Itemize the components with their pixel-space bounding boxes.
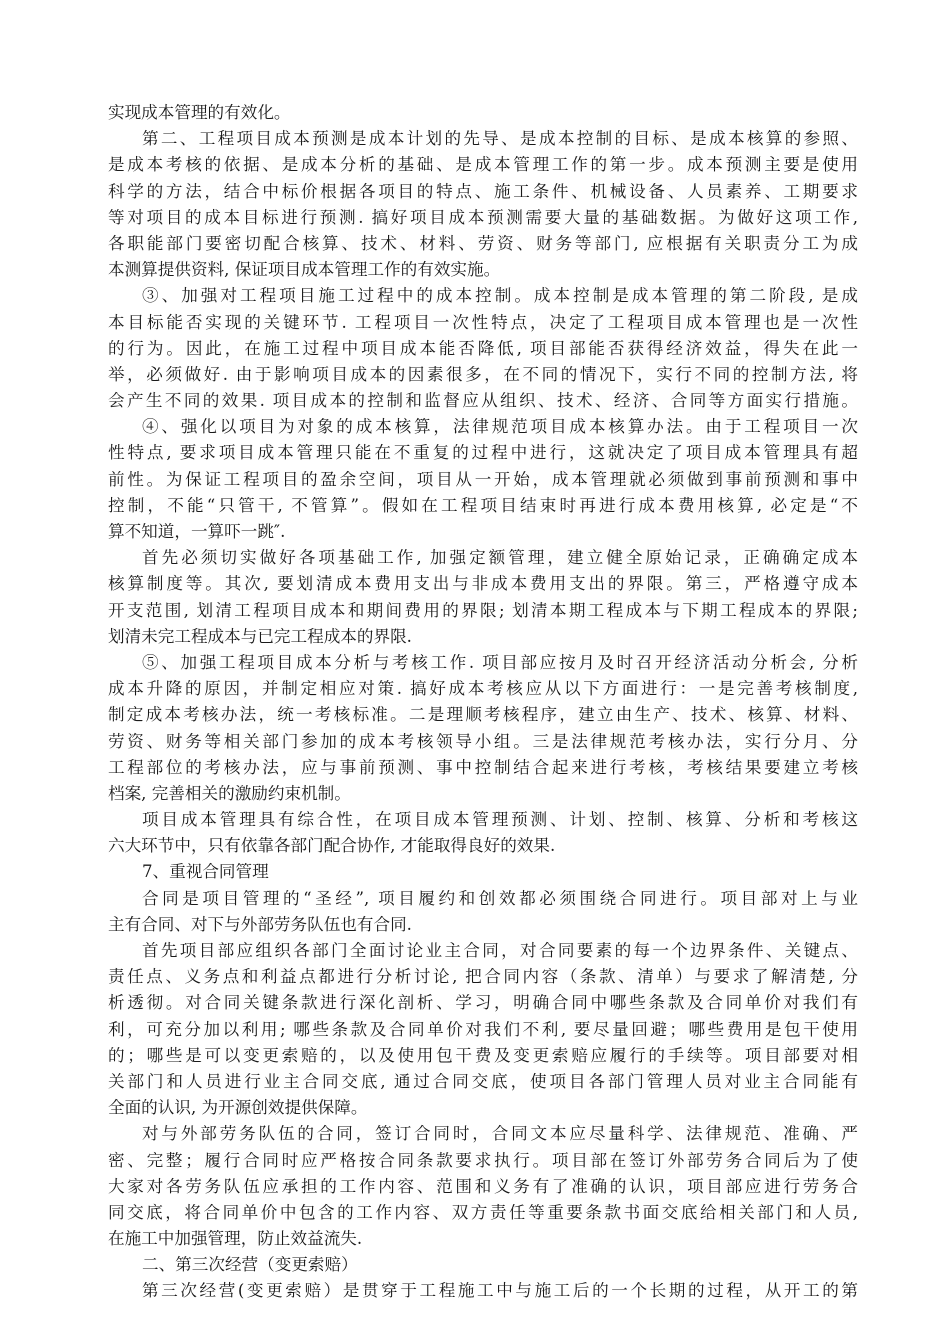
text-line: 各职能部门要密切配合核算、技术、材料、劳资、财务等部门, 应根据有关职责分工为成 xyxy=(108,233,858,253)
text-line: 实现成本管理的有效化。 xyxy=(108,103,291,122)
text-line: 7、重视合同管理 xyxy=(142,862,269,882)
text-line: 会产生不同的效果. 项目成本的控制和监督应从组织、技术、经济、合同等方面实行措施。 xyxy=(108,391,858,411)
text-line: 是成本考核的依据、是成本分析的基础、是成本管理工作的第一步。成本预测主要是使用 xyxy=(108,155,858,175)
text-line: 第三次经营(变更索赔）是贯穿于工程施工中与施工后的一个长期的过程，从开工的第 xyxy=(142,1281,858,1301)
body-text xyxy=(108,100,858,1305)
text-line: 关部门和人员进行业主合同交底, 通过合同交底，使项目各部门管理人员对业主合同能有 xyxy=(108,1071,858,1091)
text-line: 对与外部劳务队伍的合同，签订合同时，合同文本应尽量科学、法律规范、准确、严 xyxy=(142,1124,858,1144)
text-line: 责任点、义务点和利益点都进行分析讨论, 把合同内容（条款、清单）与要求了解清楚, 分 xyxy=(108,967,858,987)
text-line: 六大环节中，只有依靠各部门配合协作, 才能取得良好的效果. xyxy=(108,836,556,856)
text-line: 首先项目部应组织各部门全面讨论业主合同，对合同要素的每一个边界条件、关键点、 xyxy=(142,941,858,960)
text-line: ⑤、加强工程项目成本分析与考核工作. 项目部应按月及时召开经济活动分析会, 分析 xyxy=(142,652,858,672)
text-line: 在施工中加强管理，防止效益流失. xyxy=(108,1229,363,1249)
text-line: 密、完整；履行合同时应严格按合同条款要求执行。项目部在签订外部劳务合同后为了使 xyxy=(108,1150,858,1170)
text-line: 举，必须做好. 由于影响项目成本的因素很多，在不同的情况下，实行不同的控制方法, 将 xyxy=(108,364,858,384)
text-line: 析透彻。对合同关键条款进行深化剖析、学习，明确合同中哪些条款及合同单价对我们有 xyxy=(108,993,858,1013)
text-line: 性特点, 要求项目成本管理只能在不重复的过程中进行，这就决定了项目成本管理具有超 xyxy=(108,443,858,463)
text-line: 大家对各劳务队伍应承担的工作内容、范围和义务有了准确的认识，项目部应进行劳务合 xyxy=(108,1176,858,1196)
text-line: 等对项目的成本目标进行预测. 搞好项目成本预测需要大量的基础数据。为做好这项工作, xyxy=(108,207,858,227)
text-line: 利，可充分加以利用; 哪些条款及合同单价对我们不利, 要尽量回避；哪些费用是包干使用 xyxy=(108,1019,858,1039)
text-line: 第二、工程项目成本预测是成本计划的先导、是成本控制的目标、是成本核算的参照、 xyxy=(142,129,858,149)
text-line: 二、第三次经营（变更索赔） xyxy=(142,1255,358,1275)
text-line: 本目标能否实现的关键环节. 工程项目一次性特点，决定了工程项目成本管理也是一次性 xyxy=(108,312,858,332)
text-line: 劳资、财务等相关部门参加的成本考核领导小组。三是法律规范考核办法，实行分月、分 xyxy=(108,731,858,751)
text-line: 算不知道，一算吓一跳″. xyxy=(108,522,286,541)
text-line: 档案, 完善相关的激励约束机制。 xyxy=(108,783,351,803)
text-line: 的行为。因此，在施工过程中项目成本能否降低, 项目部能否获得经济效益，得失在此一 xyxy=(108,338,858,358)
text-line: ③、加强对工程项目施工过程中的成本控制。成本控制是成本管理的第二阶段, 是成 xyxy=(142,286,858,306)
text-line: 项目成本管理具有综合性，在项目成本管理预测、计划、控制、核算、分析和考核这 xyxy=(142,810,858,830)
text-line: 核算制度等。其次, 要划清成本费用支出与非成本费用支出的界限。第三，严格遵守成本 xyxy=(108,574,858,594)
text-line: 同交底，将合同单价中包含的工作内容、双方责任等重要条款书面交底给相关部门和人员, xyxy=(108,1202,858,1222)
text-line: 前性。为保证工程项目的盈余空间，项目从一开始，成本管理就必须做到事前预测和事中 xyxy=(108,469,858,489)
text-line: 合同是项目管理的“圣经”, 项目履约和创效都必须围绕合同进行。项目部对上与业 xyxy=(142,888,858,908)
text-line: 划清未完工程成本与已完工程成本的界限. xyxy=(108,626,412,646)
text-line: 开支范围, 划清工程项目成本和期间费用的界限; 划清本期工程成本与下期工程成本的界限; xyxy=(108,600,858,620)
text-line: 的；哪些是可以变更索赔的，以及使用包干费及变更索赔应履行的手续等。项目部要对相 xyxy=(108,1045,858,1065)
text-line: 本测算提供资料, 保证项目成本管理工作的有效实施。 xyxy=(108,260,501,280)
text-line: 全面的认识, 为开源创效提供保障。 xyxy=(108,1098,368,1118)
text-line: 主有合同、对下与外部劳务队伍也有合同. xyxy=(108,914,412,934)
text-line: ④、强化以项目为对象的成本核算，法律规范项目成本核算办法。由于工程项目一次 xyxy=(142,417,858,437)
text-line: 首先必须切实做好各项基础工作, 加强定额管理，建立健全原始记录，正确确定成本 xyxy=(142,548,858,568)
text-line: 科学的方法，结合中标价根据各项目的特点、施工条件、机械设备、人员素养、工期要求 xyxy=(108,181,858,201)
text-line: 成本升降的原因，并制定相应对策. 搞好成本考核应从以下方面进行：一是完善考核制度, xyxy=(108,679,858,699)
text-line: 制定成本考核办法，统一考核标准。二是理顺考核程序，建立由生产、技术、核算、材料、 xyxy=(108,705,858,725)
text-line: 控制，不能“只管干, 不管算”。假如在工程项目结束时再进行成本费用核算, 必定是“不 xyxy=(108,495,858,515)
text-line: 工程部位的考核办法，应与事前预测、事中控制结合起来进行考核，考核结果要建立考核 xyxy=(108,757,858,777)
